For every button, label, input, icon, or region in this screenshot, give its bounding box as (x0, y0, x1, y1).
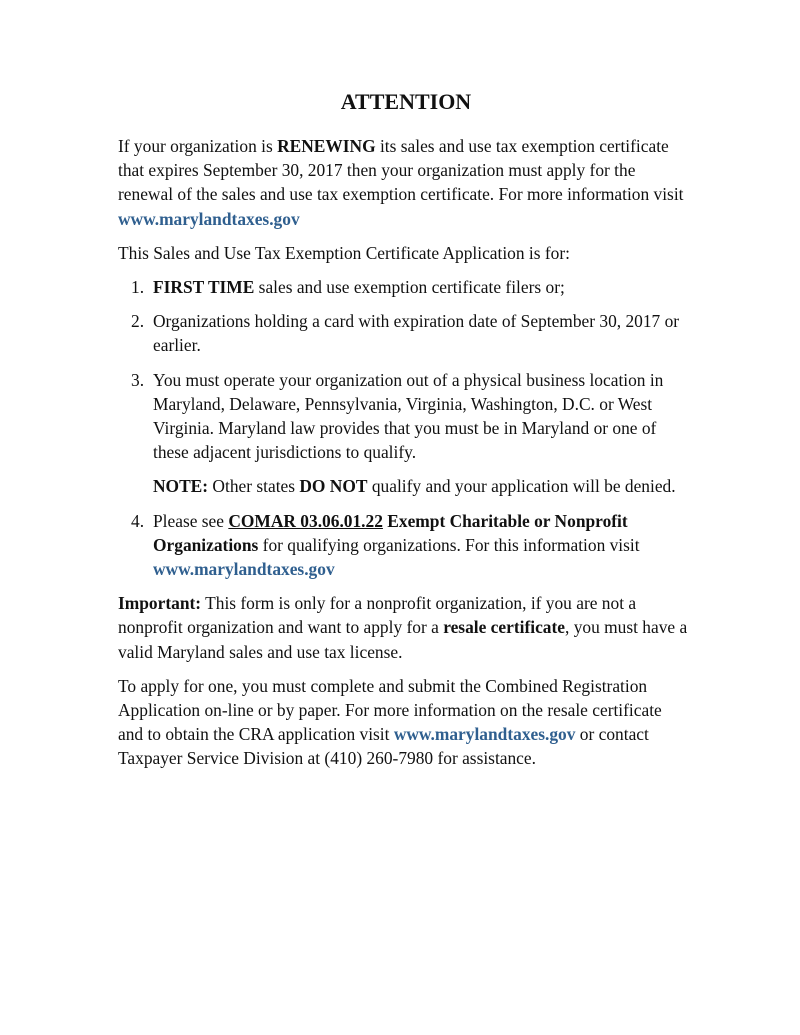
list-number: 2. (131, 311, 145, 332)
eligibility-list (118, 275, 690, 581)
text: sales and use exemption certificate filers or; (254, 277, 565, 298)
text: Organizations holding a card with expiration date of September 30, 2017 or earlier. (153, 311, 680, 356)
text: its sales and use tax exemption certificate that expires September 30, 2017 then your organization must apply for the renewal of the sales and use tax exemption certificate. For more information visit (118, 136, 684, 205)
list-item (118, 309, 690, 357)
list-item (118, 509, 690, 582)
renewing-paragraph (118, 134, 690, 231)
marylandtaxes-link[interactable]: www.marylandtaxes.gov (393, 724, 576, 745)
list-number: 4. (131, 510, 145, 531)
exempt-orgs-emphasis: Exempt Charitable or Nonprofit Organizations (153, 510, 628, 555)
text: for qualifying organizations. For this information visit (258, 534, 640, 555)
important-paragraph (118, 591, 690, 664)
text: You must operate your organization out of a physical business location in Maryland, Delaware, Pennsylvania, Virginia, Washington, D.C. or West Virginia. Maryland law provides that you must be in Maryland or one of these adjacent jurisdictions to qualify. (153, 369, 664, 463)
text: or contact Taxpayer Service Division at (410) 260-7980 for assistance. (118, 724, 649, 769)
text: Other states (208, 476, 300, 497)
text: To apply for one, you must complete and submit the Combined Registration Application on-line or by paper. For more information on the resale certificate and to obtain the CRA application visit (118, 675, 662, 745)
page-title: ATTENTION (340, 89, 472, 114)
first-time-emphasis: FIRST TIME (153, 277, 255, 298)
do-not-emphasis: DO NOT (299, 476, 368, 497)
comar-reference: COMAR 03.06.01.22 (228, 510, 383, 531)
list-item (118, 275, 690, 299)
list-number: 1. (131, 277, 145, 298)
text: Please see (153, 510, 229, 531)
text: If your organization is (118, 136, 278, 156)
text: qualify and your application will be denied. (367, 476, 676, 497)
document-page (118, 88, 690, 781)
important-label: Important: (118, 593, 202, 614)
marylandtaxes-link[interactable]: www.marylandtaxes.gov (153, 559, 335, 580)
intro-paragraph: This Sales and Use Tax Exemption Certificate Application is for: (118, 242, 570, 263)
list-item (118, 368, 690, 499)
note-paragraph (153, 474, 690, 498)
list-number: 3. (131, 369, 145, 390)
marylandtaxes-link[interactable]: www.marylandtaxes.gov (118, 208, 300, 229)
note-label: NOTE: (153, 476, 209, 497)
text: , you must have a valid Maryland sales and use tax license. (118, 617, 688, 662)
resale-certificate-emphasis: resale certificate (443, 617, 565, 638)
apply-paragraph (118, 674, 690, 771)
text: This form is only for a nonprofit organization, if you are not a nonprofit organization and want to apply for a (118, 593, 637, 638)
renewing-emphasis: RENEWING (277, 136, 376, 156)
